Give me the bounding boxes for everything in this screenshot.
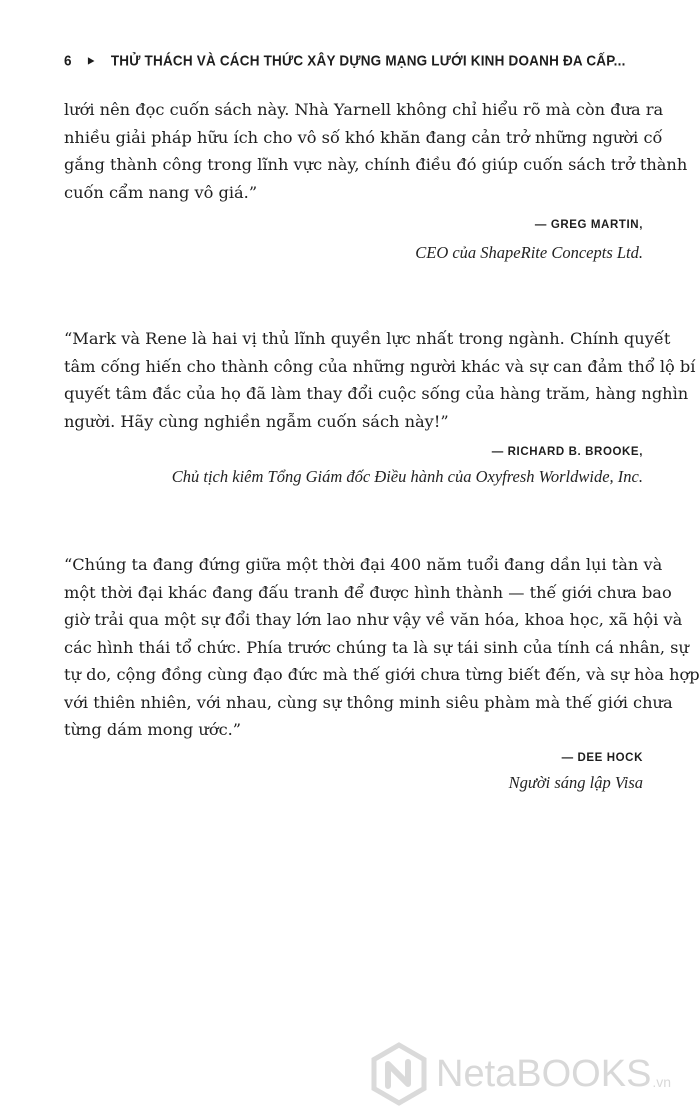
chapter-title: THỬ THÁCH VÀ CÁCH THỨC XÂY DỰNG MẠNG LƯỚI KINH DOANH ĐA CẤP... [110, 52, 626, 69]
quote-1-line: nhiều giải pháp hữu ích cho vô số khó khăn đang cản trở những người cố [64, 127, 663, 147]
page-number: 6 [64, 52, 72, 69]
quote-1-line: lưới nên đọc cuốn sách này. Nhà Yarnell không chỉ hiểu rõ mà còn đưa ra [64, 100, 664, 119]
quote-2-author: — RICHARD B. BROOKE, [491, 446, 643, 458]
quote-2-author-title: Chủ tịch kiêm Tổng Giám đốc Điều hành của Oxyfresh Worldwide, Inc. [171, 467, 643, 486]
running-header [64, 52, 664, 69]
quote-3-author-title: Người sáng lập Visa [508, 773, 643, 792]
quote-1-text [64, 96, 688, 206]
quote-1-author-title: CEO của ShapeRite Concepts Ltd. [415, 243, 643, 262]
quote-3-author: — DEE HOCK [561, 752, 643, 764]
quote-3-line: giờ trải qua một sự đổi thay lớn lao như vậy về văn hóa, khoa học, xã hội và [64, 610, 683, 629]
watermark-domain: .vn [652, 1074, 672, 1090]
netabooks-watermark [370, 1042, 671, 1106]
quote-2-line: người. Hãy cùng nghiền ngẫm cuốn sách này!” [64, 411, 449, 431]
quote-3-line: các hình thái tổ chức. Phía trước chúng ta là sự tái sinh của tính cá nhân, sự [64, 637, 689, 657]
quote-3-line: với thiên nhiên, với nhau, cùng sự thông minh siêu phàm mà thế giới chưa [64, 692, 673, 712]
arrow-right-icon: ► [85, 54, 97, 68]
netabooks-logo-icon [370, 1042, 428, 1106]
quote-3-text [64, 551, 700, 744]
quote-3-line: tự do, cộng đồng cùng đạo đức mà thế giới chưa từng biết đến, và sự hòa hợp [64, 665, 700, 684]
quote-2-line: tâm cống hiến cho thành công của những người khác và sự can đảm thổ lộ bí [64, 356, 696, 376]
quote-1-line: cuốn cẩm nang vô giá.” [64, 182, 258, 202]
quote-1-line: gắng thành công trong lĩnh vực này, chính điều đó giúp cuốn sách trở thành [64, 155, 688, 174]
quote-3-line: một thời đại khác đang đấu tranh để được hình thành — thế giới chưa bao [64, 582, 672, 602]
quote-1-author: — GREG MARTIN, [534, 219, 643, 231]
quote-2-line: quyết tâm đắc của họ đã làm thay đổi cuộc sống của hàng trăm, hàng nghìn [64, 384, 689, 403]
quote-2-line: “Mark và Rene là hai vị thủ lĩnh quyền lực nhất trong ngành. Chính quyết [64, 329, 671, 348]
quote-3-line: “Chúng ta đang đứng giữa một thời đại 400 năm tuổi đang dần lụi tàn và [64, 555, 663, 574]
quote-2-text [64, 325, 696, 435]
watermark-brand: NetaBOOKS [436, 1052, 652, 1095]
quote-3-line: từng dám mong ước.” [64, 720, 242, 739]
